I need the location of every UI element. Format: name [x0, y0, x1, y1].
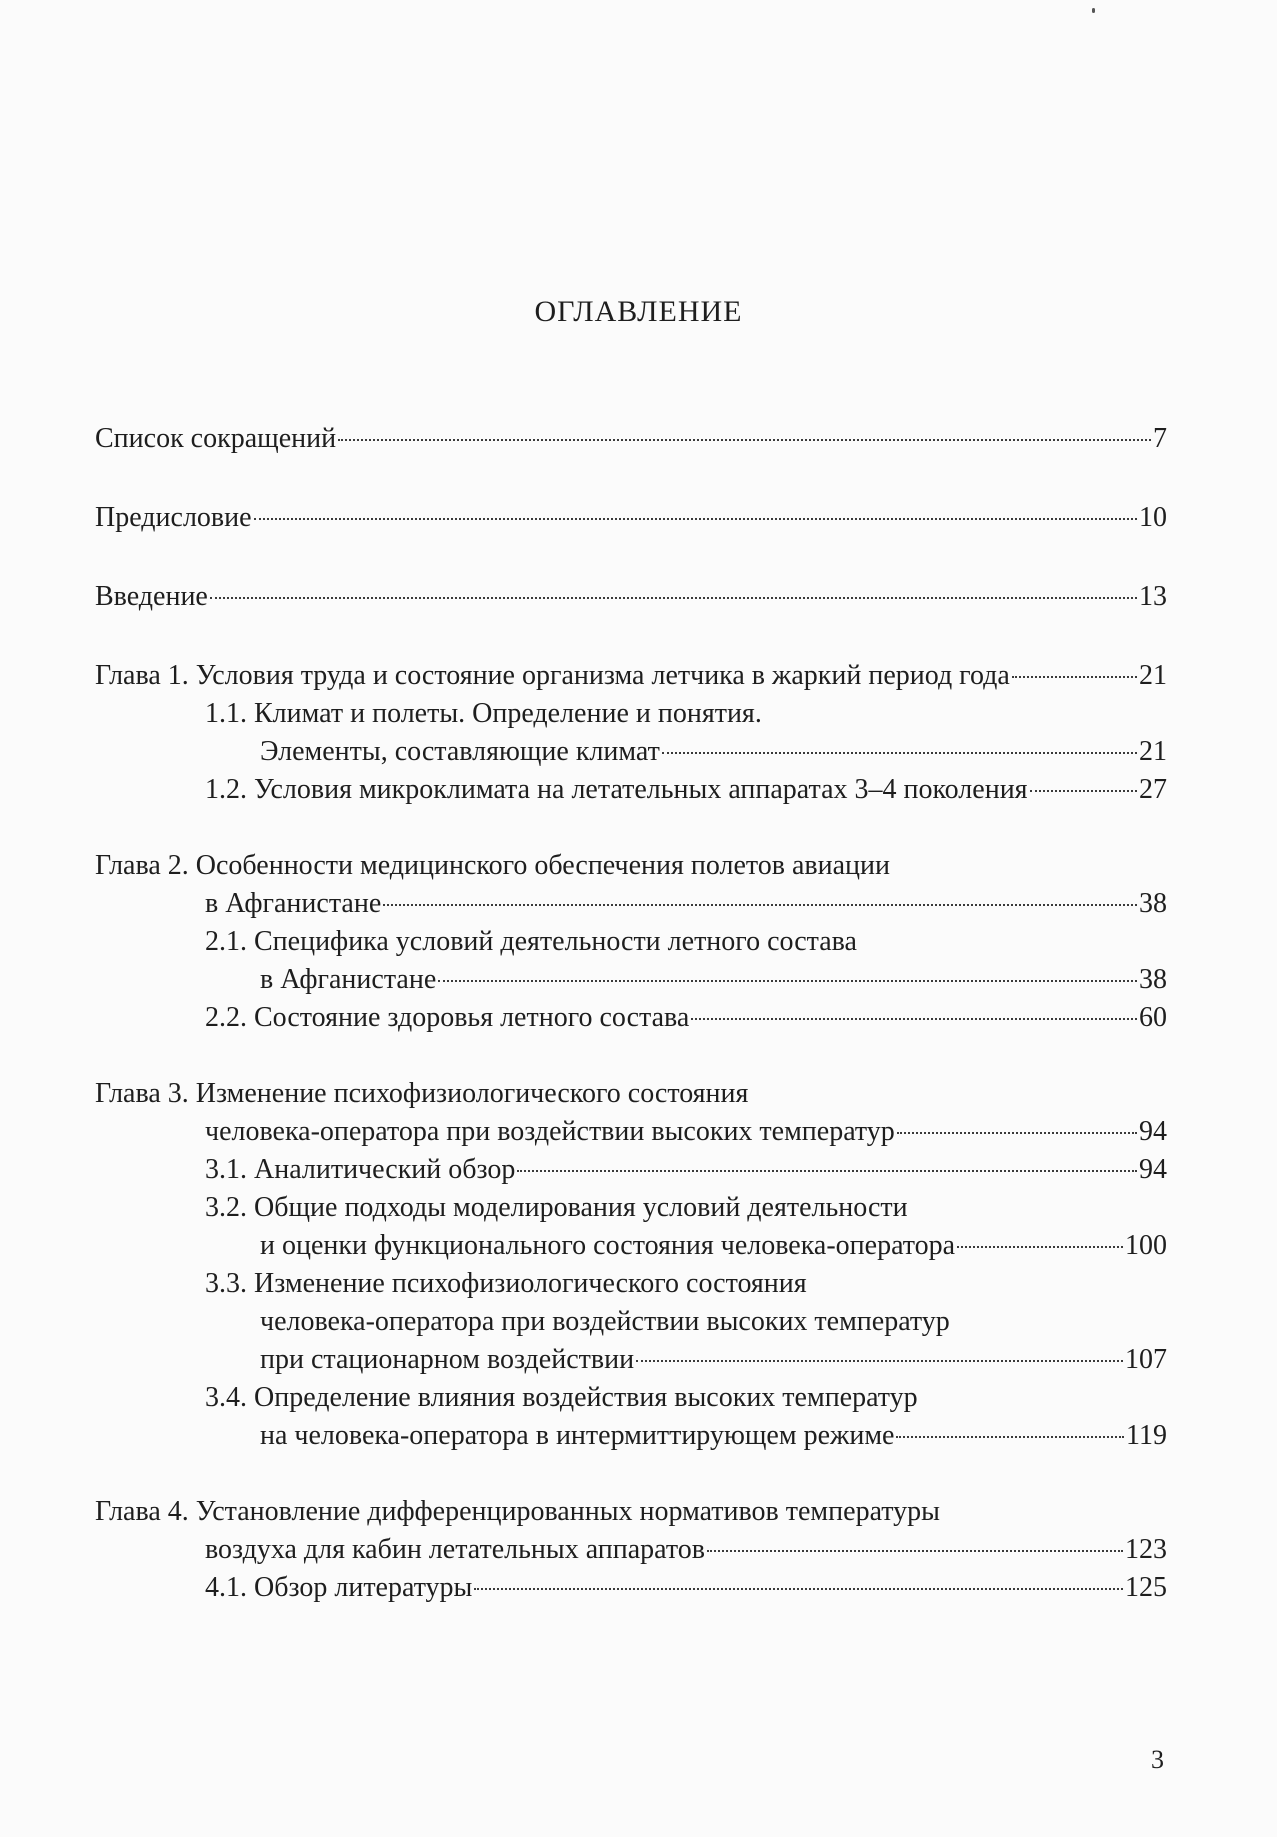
dot-leader	[957, 1245, 1123, 1248]
toc-entry-text: Глава 4. Установление дифференцированных нормативов температуры	[95, 1496, 940, 1527]
toc-entry-text: Глава 2. Особенности медицинского обеспечения полетов авиации	[95, 850, 891, 881]
table-of-contents	[95, 420, 1167, 1607]
toc-entry-text: 2.2. Состояние здоровья летного состава	[205, 1002, 690, 1033]
dot-leader	[474, 1587, 1123, 1590]
toc-page-number: 7	[1153, 423, 1167, 454]
toc-entry-text: 3.4. Определение влияния воздействия высоких температур	[205, 1382, 918, 1413]
toc-entry-text: Список сокращений	[95, 423, 337, 454]
toc-page-number: 38	[1139, 964, 1167, 995]
toc-entry-line	[95, 1531, 1167, 1569]
toc-chapter-entry[interactable]	[95, 578, 1167, 616]
page-title: ОГЛАВЛЕНИЕ	[534, 295, 743, 328]
toc-page-number: 119	[1126, 1420, 1167, 1451]
toc-section-entry[interactable]	[95, 999, 1167, 1037]
toc-entry-text: и оценки функционального состояния человека-оператора	[260, 1230, 956, 1261]
toc-chapter-entry[interactable]	[95, 420, 1167, 458]
toc-chapter-entry[interactable]	[95, 499, 1167, 537]
dot-leader	[691, 1017, 1137, 1020]
toc-section-entry[interactable]	[95, 1265, 1167, 1379]
toc-page-number: 123	[1125, 1534, 1167, 1565]
dot-leader	[1030, 789, 1137, 792]
toc-entry-text: 2.1. Специфика условий деятельности летного состава	[205, 926, 857, 957]
toc-entry-line	[205, 1189, 1167, 1227]
toc-entry-line	[205, 1569, 1167, 1607]
toc-spacer	[95, 809, 1167, 847]
toc-entry-text: 3.3. Изменение психофизиологического состояния	[205, 1268, 807, 1299]
dot-leader	[1012, 675, 1137, 678]
toc-entry-text: в Афганистане	[205, 888, 382, 919]
toc-entry-text: в Афганистане	[260, 964, 437, 995]
toc-page-number: 13	[1139, 581, 1167, 612]
paper-speck	[1092, 8, 1095, 13]
toc-entry-line	[95, 1113, 1167, 1151]
toc-entry-line	[95, 420, 1167, 458]
toc-chapter-entry[interactable]	[95, 657, 1167, 695]
dot-leader	[438, 979, 1137, 982]
toc-entry-text: 3.2. Общие подходы моделирования условий деятельности	[205, 1192, 908, 1223]
dot-leader	[662, 751, 1137, 754]
toc-section-entry[interactable]	[95, 771, 1167, 809]
dot-leader	[896, 1435, 1124, 1438]
toc-entry-line	[205, 771, 1167, 809]
toc-spacer	[95, 537, 1167, 578]
dot-leader	[897, 1131, 1137, 1134]
dot-leader	[707, 1549, 1123, 1552]
toc-page-number: 10	[1139, 502, 1167, 533]
toc-spacer	[95, 616, 1167, 657]
dot-leader	[338, 438, 1151, 441]
toc-entry-text: воздуха для кабин летательных аппаратов	[205, 1534, 705, 1565]
toc-spacer	[95, 458, 1167, 499]
toc-section-entry[interactable]	[95, 1379, 1167, 1455]
toc-spacer	[95, 1455, 1167, 1493]
toc-entry-line	[205, 1151, 1167, 1189]
toc-page-number: 125	[1125, 1572, 1167, 1603]
toc-page-number: 100	[1125, 1230, 1167, 1261]
toc-entry-text: человека-оператора при воздействии высоких температур	[260, 1306, 950, 1337]
toc-entry-text: Элементы, составляющие климат	[260, 736, 660, 767]
toc-entry-line	[95, 499, 1167, 537]
toc-section-entry[interactable]	[95, 695, 1167, 771]
toc-chapter-entry[interactable]	[95, 847, 1167, 923]
toc-entry-text: 3.1. Аналитический обзор	[205, 1154, 516, 1185]
toc-entry-text: Предисловие	[95, 502, 252, 533]
dot-leader	[636, 1359, 1123, 1362]
toc-entry-line	[205, 695, 1167, 733]
toc-page-number: 21	[1139, 736, 1167, 767]
toc-entry-line	[205, 733, 1167, 771]
toc-entry-text: 1.1. Климат и полеты. Определение и понятия.	[205, 698, 762, 729]
toc-entry-line	[95, 885, 1167, 923]
toc-page-number: 38	[1139, 888, 1167, 919]
toc-entry-text: человека-оператора при воздействии высоких температур	[205, 1116, 895, 1147]
toc-entry-text: на человека-оператора в интермиттирующем режиме	[260, 1420, 895, 1451]
toc-page-number: 107	[1125, 1344, 1167, 1375]
toc-chapter-entry[interactable]	[95, 1493, 1167, 1569]
toc-entry-line	[95, 657, 1167, 695]
toc-entry-text: Введение	[95, 581, 208, 612]
toc-chapter-entry[interactable]	[95, 1075, 1167, 1151]
toc-section-entry[interactable]	[95, 923, 1167, 999]
dot-leader	[383, 903, 1137, 906]
toc-section-entry[interactable]	[95, 1151, 1167, 1189]
toc-entry-text: 1.2. Условия микроклимата на летательных аппаратах 3–4 поколения	[205, 774, 1028, 805]
toc-entry-line	[205, 923, 1167, 961]
toc-page-number: 94	[1139, 1116, 1167, 1147]
toc-entry-line	[95, 578, 1167, 616]
page-number: 3	[1151, 1745, 1164, 1774]
toc-entry-text: 4.1. Обзор литературы	[205, 1572, 473, 1603]
toc-spacer	[95, 1037, 1167, 1075]
toc-entry-line	[95, 1493, 1167, 1531]
toc-entry-line	[205, 1303, 1167, 1341]
toc-entry-text: Глава 3. Изменение психофизиологического состояния	[95, 1078, 749, 1109]
toc-entry-text: Глава 1. Условия труда и состояние организма летчика в жаркий период года	[95, 660, 1010, 691]
toc-page-number: 94	[1139, 1154, 1167, 1185]
toc-section-entry[interactable]	[95, 1569, 1167, 1607]
toc-entry-line	[205, 1227, 1167, 1265]
toc-entry-line	[205, 1341, 1167, 1379]
toc-page-number: 21	[1139, 660, 1167, 691]
toc-entry-line	[205, 1417, 1167, 1455]
toc-entry-line	[205, 1379, 1167, 1417]
toc-entry-line	[205, 999, 1167, 1037]
toc-entry-text: при стационарном воздействии	[260, 1344, 635, 1375]
toc-entry-line	[205, 961, 1167, 999]
toc-page-number: 60	[1139, 1002, 1167, 1033]
toc-entry-line	[205, 1265, 1167, 1303]
dot-leader	[210, 596, 1137, 599]
toc-section-entry[interactable]	[95, 1189, 1167, 1265]
toc-page-number: 27	[1139, 774, 1167, 805]
toc-entry-line	[95, 847, 1167, 885]
toc-entry-line	[95, 1075, 1167, 1113]
dot-leader	[517, 1169, 1137, 1172]
dot-leader	[254, 517, 1137, 520]
